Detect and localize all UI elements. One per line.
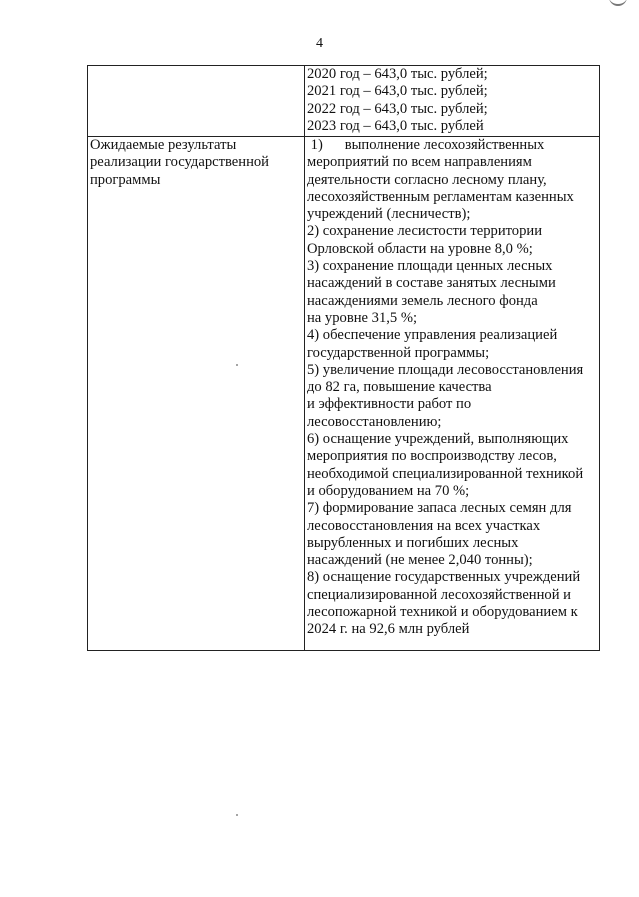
result-line: насаждений (не менее 2,040 тонны); — [307, 552, 533, 569]
result-line: на уровне 31,5 %; — [307, 309, 418, 326]
result-line: учреждений (лесничеств); — [307, 206, 471, 223]
result-line: 5) увеличение площади лесовосстановления — [307, 361, 584, 378]
result-line: специализированной лесохозяйственной и — [307, 586, 571, 603]
funding-line-2020: 2020 год – 643,0 тыс. рублей; — [307, 66, 488, 82]
result-line: 3) сохранение площади ценных лесных — [307, 258, 553, 275]
result-line: лесопожарной техникой и оборудованием к — [307, 604, 578, 621]
label-line: программы — [90, 171, 161, 188]
table-cell-label-expected-results — [88, 137, 305, 651]
result-line: 2) сохранение лесистости территории — [307, 223, 543, 240]
result-line: 6) оснащение учреждений, выполняющих — [307, 431, 569, 448]
funding-line-2021: 2021 год – 643,0 тыс. рублей; — [307, 83, 488, 100]
funding-line-2022: 2022 год – 643,0 тыс. рублей; — [307, 100, 488, 117]
result-line: лесохозяйственным регламентам казенных — [307, 188, 574, 205]
table-cell-funding-values — [305, 66, 600, 137]
result-line: мероприятия по воспроизводству лесов, — [307, 448, 557, 465]
result-line: необходимой специализированной техникой — [307, 465, 584, 482]
result-line: насаждениями земель лесного фонда — [307, 292, 538, 309]
result-line: государственной программы; — [307, 344, 490, 361]
result-line: деятельности согласно лесному плану, — [307, 171, 547, 188]
label-line: Ожидаемые результаты — [90, 137, 237, 153]
result-line: мероприятий по всем направлениям — [307, 154, 532, 171]
scan-dot — [236, 364, 238, 366]
result-line: 1) выполнение лесохозяйственных — [307, 137, 545, 153]
scan-corner-mark — [609, 0, 627, 6]
result-line: насаждений в составе занятых лесными — [307, 275, 556, 292]
scan-dot — [236, 814, 238, 816]
label-line: реализации государственной — [90, 154, 269, 171]
result-line: и оборудованием на 70 %; — [307, 482, 470, 499]
result-line: вырубленных и погибших лесных — [307, 534, 519, 551]
result-line: 7) формирование запаса лесных семян для — [307, 500, 572, 517]
result-line: и эффективности работ по — [307, 396, 472, 413]
table-row-funding — [88, 66, 600, 137]
page-number: 4 — [316, 36, 323, 51]
result-line: до 82 га, повышение качества — [307, 379, 492, 396]
table-cell-expected-results — [305, 137, 600, 651]
result-line: Орловской области на уровне 8,0 %; — [307, 240, 533, 257]
funding-line-2023: 2023 год – 643,0 тыс. рублей — [307, 117, 484, 134]
result-line: лесовосстановления на всех участках — [307, 517, 541, 534]
result-line: лесовосстановлению; — [307, 413, 442, 430]
program-table — [87, 65, 600, 651]
table-row-expected-results — [88, 137, 600, 651]
table-cell-label-empty — [88, 66, 305, 137]
result-line: 2024 г. на 92,6 млн рублей — [307, 621, 470, 638]
result-line: 8) оснащение государственных учреждений — [307, 569, 581, 586]
result-line: 4) обеспечение управления реализацией — [307, 327, 558, 344]
